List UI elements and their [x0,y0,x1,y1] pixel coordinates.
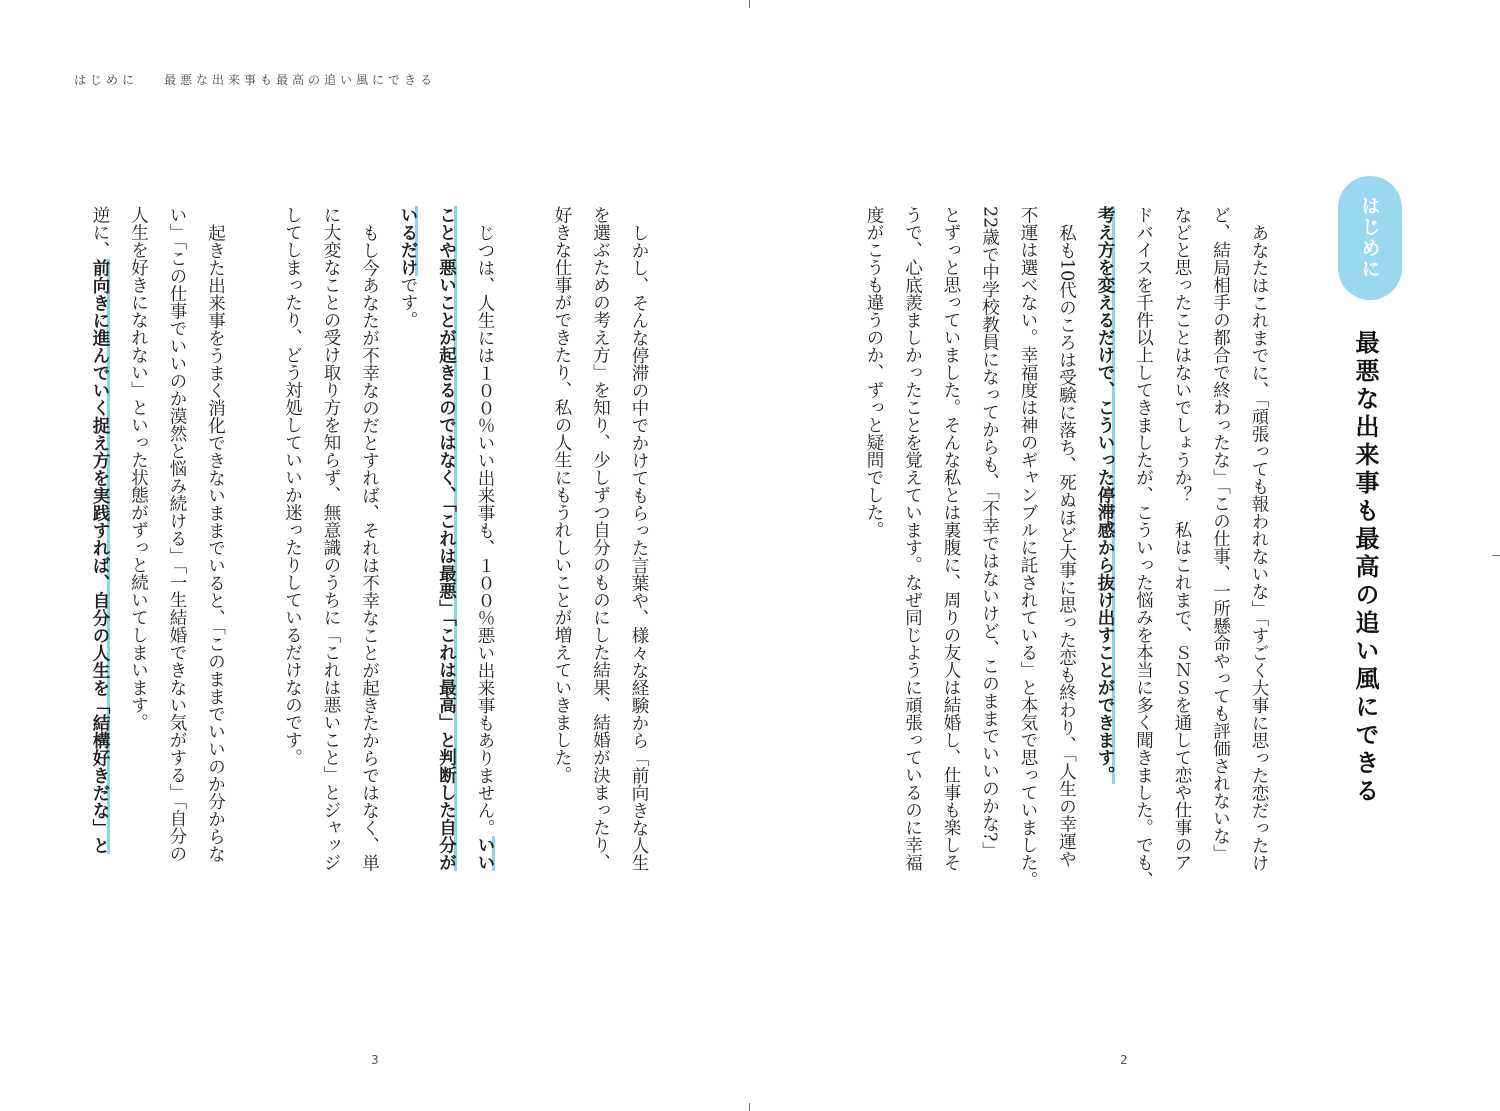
text-line: とずっと思っていました。そんな私とは裏腹に、周りの友人は結婚し、仕事も楽しそ [941,206,961,871]
running-head-section: はじめに [74,73,139,87]
page-number-left: 3 [371,1053,379,1067]
highlighted-phrase: 考え方を変えるだけで、こういった停滞感から抜け出すことができます。 [1095,206,1115,784]
page-number-right: 2 [1120,1053,1128,1067]
running-head-title: 最悪な出来事も最高の追い風にできる [164,73,437,87]
right-page-text [858,206,1278,966]
text-line: などと思ったことはないでしょうか？ 私はこれまで、ＳＮＳを通して恋や仕事のア [1172,206,1192,871]
chapter-title: 最悪な出来事も最高の追い風にできる [1351,330,1379,806]
text-line [81,206,120,966]
highlighted-phrase: いい [475,836,495,871]
highlighted-phrase: 前向きに進んでいく捉え方を実践すれば、自分の人生を「結構好きだな」と [90,258,110,854]
text-line: うで、心底羨ましかったことを覚えています。なぜ同じように頑張っているのに幸福 [902,206,923,871]
text-line: 度がこうも違うのか、ずっと疑問でした。 [864,206,884,539]
text-line: 22歳で中学校教員になってからも、「不幸ではないけど、このままでいいのかな?」 [979,206,1000,859]
text-line: い」「この仕事でいいのか漠然と悩み続ける」「一生結婚できない気がする」「自分の [167,206,187,863]
paragraph-gap [235,206,274,966]
text-line: 不運は選べない。幸福度は神のギャンブルに託されている」と本気で思っていました。 [1018,206,1038,889]
text-line: 好きな仕事ができたり、私の人生にもうれしいことが増えていきました。 [552,206,572,784]
text-line: を選ぶための考え方」を知り、少しずつ自分のものにした結果、結婚が決まったり、 [590,206,611,871]
crop-mark-right [1492,555,1500,556]
crop-mark-bottom [749,1103,750,1111]
highlighted-phrase: ことや悪いことが起きるのではなく、「これは最悪」「これは最高」と判断した自分が [436,206,457,871]
text-line: ど、結局相手の都合で終わったな」「この仕事、一所懸命やっても評価されないな」 [1210,206,1231,863]
text-line: しかし、そんな停滞の中でかけてもらった言葉や、様々な経験から「前向きな人生 [629,223,649,871]
text-line [466,206,505,966]
text-line: あなたはこれまでに、「頑張っても報われないな」「すごく大事に思った恋だったけ [1249,223,1269,871]
chapter-badge-label: はじめに [1358,196,1381,280]
text-line: してしまったり、どう対処していいか迷ったりしているだけなのです。 [282,206,303,766]
chapter-badge [1338,176,1402,300]
highlighted-phrase: いるだけ [398,206,418,276]
crop-mark-top [749,0,750,8]
text-line: ドバイスを千件以上してきましたが、こういった悩みを本当に多く聞きました。でも、 [1133,206,1154,889]
text-line: 人生を好きになれない」といった状態がずっと続いてしまいます。 [128,206,149,731]
text-line: もし今あなたが不幸なのだとすれば、それは不幸なことが起きたからではなく、単 [359,223,380,871]
text-segment: です。 [398,276,418,329]
text-line [1086,206,1125,966]
paragraph-gap [504,206,543,966]
text-segment: 逆に、 [90,206,110,259]
text-line [427,206,466,966]
text-line: に大変なことの受け取り方を知らず、無意識のうちに「これは悪いこと」とジャッジ [321,206,341,871]
text-line: 起きた出来事をうまく消化できないままでいると、「このままでいいのか分からな [205,223,226,863]
text-segment: じつは、人生には１００％いい出来事も、１００％悪い出来事もありません。 [475,223,495,836]
running-head [74,71,436,88]
text-line: 私も10代のころは受験に落ち、死ぬほど大事に思った恋も終わり、「人生の幸運や [1056,223,1077,868]
left-page-text [90,206,658,966]
text-line [389,206,428,966]
